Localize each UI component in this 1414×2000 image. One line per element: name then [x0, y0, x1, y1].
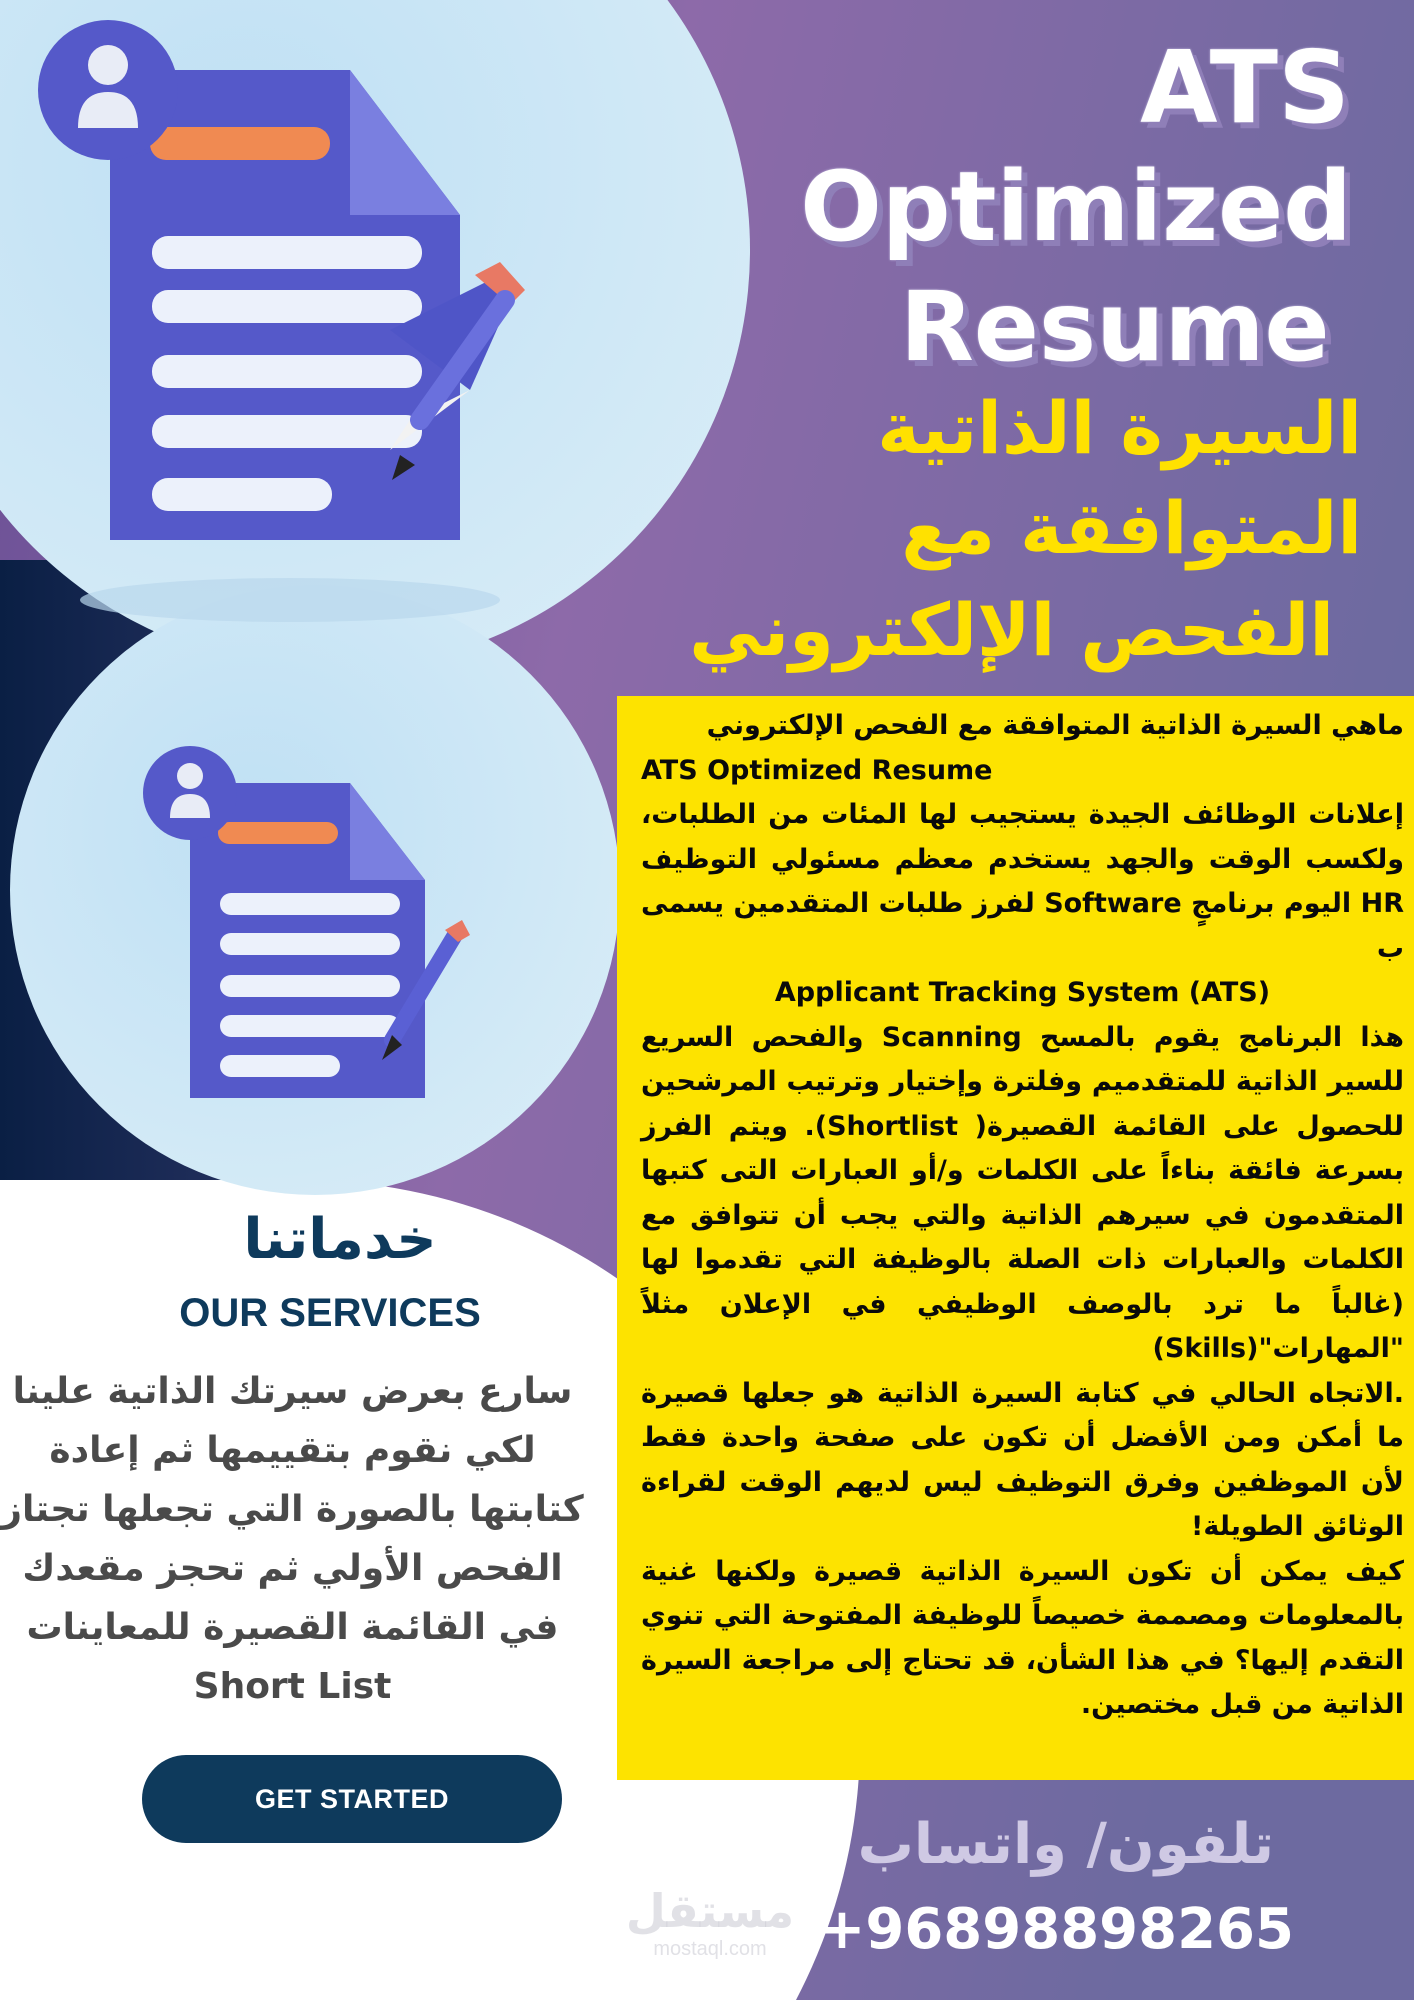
mostaql-watermark: [620, 1885, 800, 1961]
contact-label: تلفون/ واتساب: [857, 1812, 1274, 1877]
services-desc-line: سارع بعرض سيرتك الذاتية علينا: [12, 1371, 573, 1412]
services-desc-line: كتابتها بالصورة التي تجعلها تجتاز: [1, 1489, 584, 1530]
services-short-list-term: Short List: [193, 1666, 392, 1707]
watermark-arabic: مستقل: [625, 1884, 795, 1938]
services-desc-line: لكي نقوم بتقييمها ثم إعادة: [49, 1430, 536, 1471]
title-arabic-line-2: المتوافقة مع: [901, 486, 1362, 570]
info-paragraph-3: .الاتجاه الحالي في كتابة السيرة الذاتية هو جعلها قصيرة ما أمكن ومن الأفضل أن تكون على صفحة واحدة فقط لأن الموظفين وفرق التوظيف ليس لديهم الوقت لقراءة الوثائق الطويلة!: [641, 1377, 1404, 1542]
info-heading-arabic: ماهي السيرة الذاتية المتوافقة مع الفحص الإلكتروني: [706, 710, 1404, 741]
info-paragraph-1: إعلانات الوظائف الجيدة يستجيب لها المئات من الطلبات، ولكسب الوقت والجهد يستخدم معظم مسئولي التوظيف HR اليوم برنامجٍ Software لفرز طلبات المتقدمين يسمى ب: [641, 799, 1404, 964]
info-ats-term: Applicant Tracking System (ATS): [774, 977, 1271, 1008]
title-english-line-1: ATS: [1140, 29, 1350, 146]
services-desc-line: في القائمة القصيرة للمعاينات: [26, 1607, 559, 1648]
user-icon: [143, 746, 237, 840]
user-icon: [38, 20, 178, 160]
info-paragraph-4: كيف يمكن أن تكون السيرة الذاتية قصيرة ولكنها غنية بالمعلومات ومصممة خصيصاً للوظيفة المفتوحة التي تنوي التقدم إليها؟ في هذا الشأن، قد تحتاج إلى مراجعة السيرة الذاتية من قبل مختصين.: [641, 1555, 1404, 1720]
watermark-english: mostaql.com: [653, 1938, 767, 1960]
title-english-line-3: Resume: [900, 271, 1330, 383]
title-arabic-line-3: الفحص الإلكتروني: [689, 588, 1334, 672]
title-arabic-line-1: السيرة الذاتية: [877, 386, 1362, 470]
services-desc-line: الفحص الأولي ثم تحجز مقعدك: [22, 1548, 563, 1589]
services-title-english: OUR SERVICES: [179, 1291, 481, 1335]
contact-phone[interactable]: +96898898265: [818, 1897, 1294, 1962]
title-english-line-2: Optimized: [800, 151, 1352, 263]
info-box: [617, 696, 1414, 1780]
info-heading-english: ATS Optimized Resume: [641, 754, 993, 786]
get-started-button[interactable]: GET STARTED: [142, 1755, 562, 1843]
services-description: [0, 1362, 585, 1716]
services-title-arabic: خدماتنا: [243, 1207, 437, 1272]
info-paragraph-2: هذا البرنامج يقوم بالمسح Scanning والفحص السريع للسير الذاتية للمتقدميم وفلترة وإختيار وترتيب المرشحين للحصول على القائمة القصيرة( Shortlist). ويتم الفرز بسرعة فائقة بناءاً على الكلمات و/أو العبارات التى كتبها المتقدمون في سيرهم الذاتية والتي يجب أن تتوافق مع الكلمات والعبارات ذات الصلة بالوظيفة التي تقدموا لها (غالباً ما ترد بالوصف الوظيفي في الإعلان مثلاً "المهارات"(Skills): [641, 1021, 1404, 1364]
